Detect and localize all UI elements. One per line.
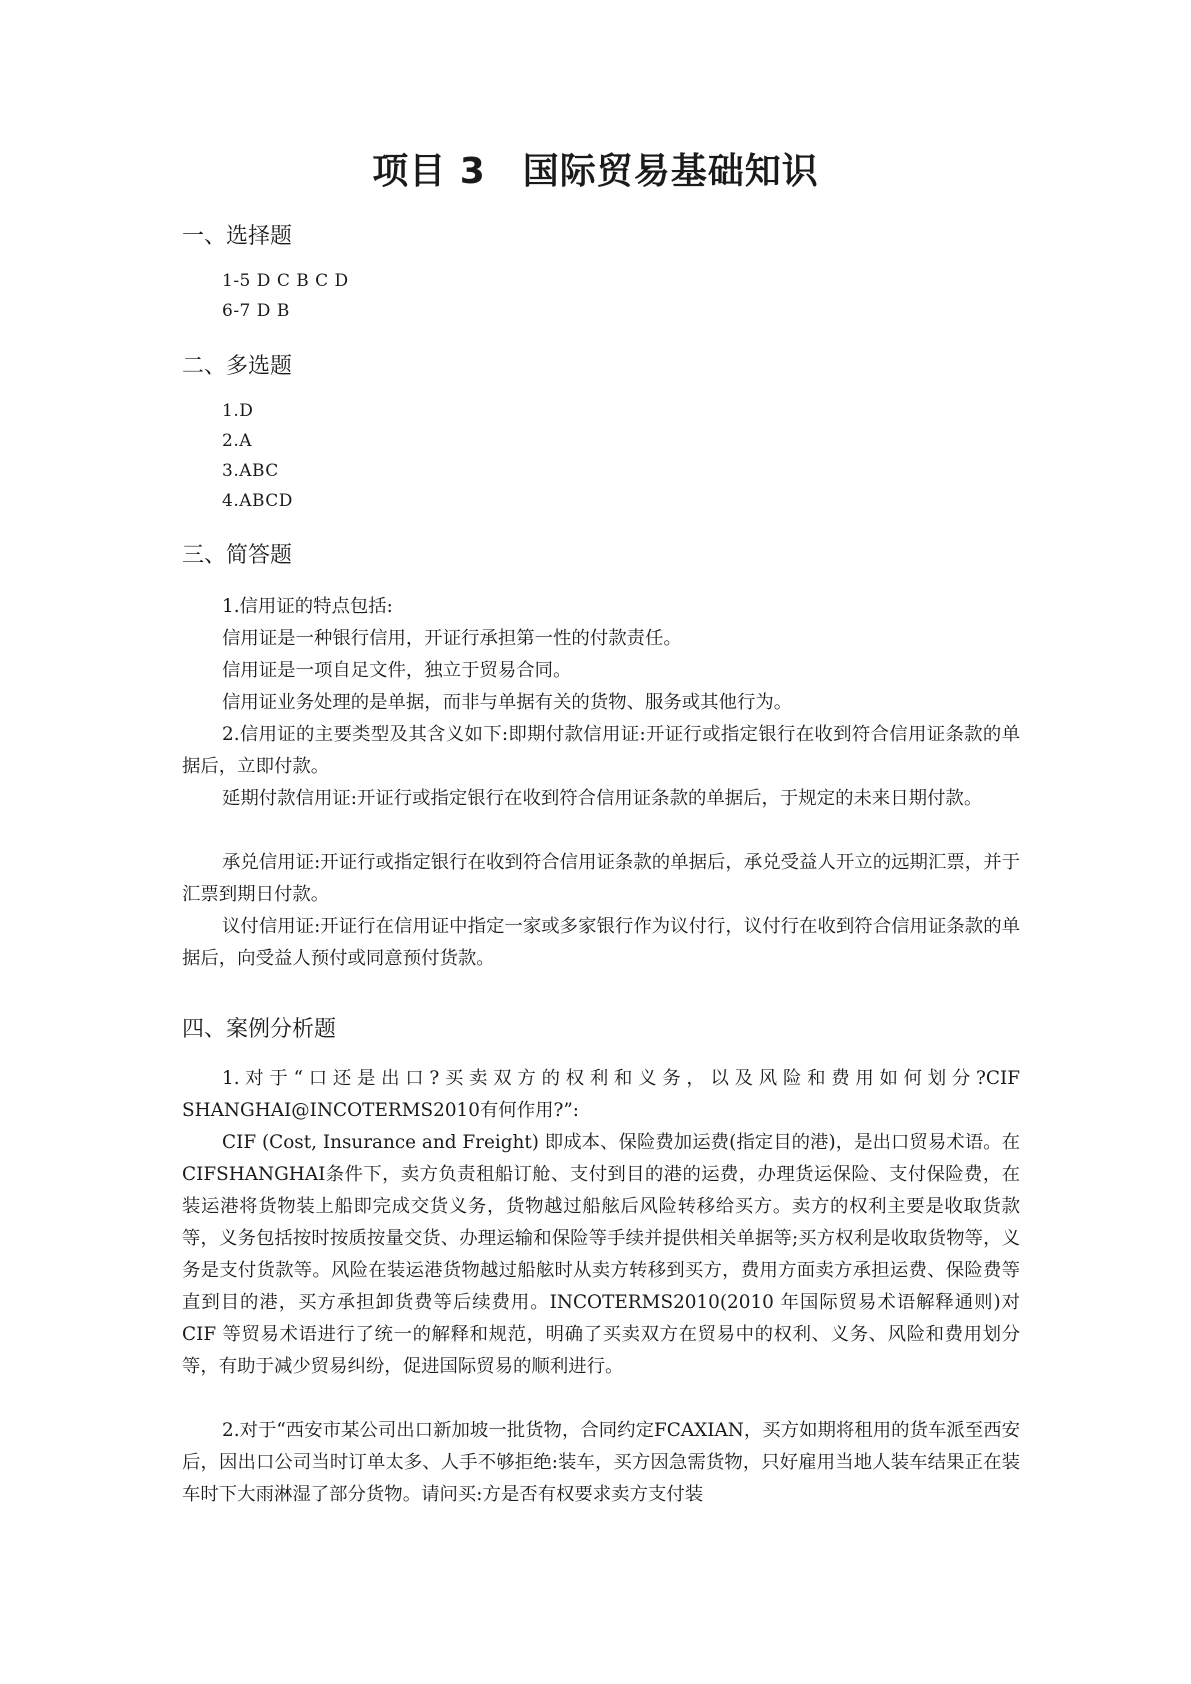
- paragraph: 信用证是一种银行信用，开证行承担第一性的付款责任。: [222, 628, 682, 649]
- answer-line: 4.ABCD: [222, 491, 293, 511]
- answer-line: 1-5 D C B C D: [222, 271, 349, 291]
- paragraph: 信用证是一项自足文件，独立于贸易合同。: [222, 660, 572, 681]
- answer-line: 3.ABC: [222, 461, 279, 481]
- paragraph: 信用证业务处理的是单据，而非与单据有关的货物、服务或其他行为。: [222, 692, 793, 713]
- paragraph: 议付信用证:开证行在信用证中指定一家或多家银行作为议付行，议付行在收到符合信用证条款的单据后，向受益人预付或同意预付货款。: [182, 916, 1020, 969]
- answer-line: 2.A: [222, 431, 252, 451]
- answer-line: 6-7 D B: [222, 301, 290, 321]
- paragraph: 承兑信用证:开证行或指定银行在收到符合信用证条款的单据后，承兑受益人开立的远期汇票，并于汇票到期日付款。: [182, 852, 1020, 905]
- paragraph: 2.对于“西安市某公司出口新加坡一批货物，合同约定FCAXIAN，买方如期将租用的货车派至西安后，因出口公司当时订单太多、人手不够拒绝:装车，买方因急需货物，只好雇用当地人装车结果正在装车时下大雨淋湿了部分货物。请问买:方是否有权要求卖方支付装: [182, 1420, 1020, 1505]
- paragraph: 2.信用证的主要类型及其含义如下:即期付款信用证:开证行或指定银行在收到符合信用证条款的单据后，立即付款。: [182, 724, 1020, 777]
- paragraph: 1.对于“口还是出口?买卖双方的权利和义务，以及风险和费用如何划分?CIF SHANGHAI@INCOTERMS2010有何作用?”:: [182, 1068, 1020, 1121]
- section-heading-case: 四、案例分析题: [182, 1017, 337, 1042]
- paragraph: 延期付款信用证:开证行或指定银行在收到符合信用证条款的单据后，于规定的未来日期付款。: [222, 788, 983, 809]
- paragraph: CIF (Cost, Insurance and Freight) 即成本、保险费加运费(指定目的港)，是出口贸易术语。在CIFSHANGHAI条件下，卖方负责租船订舱、支付到目的港的运费，办理货运保险、支付保险费，在装运港将货物装上船即完成交货义务，货物越过船舷后风险转移给买方。卖方的权利主要是收取货款等，义务包括按时按质按量交货、办理运输和保险等手续并提供相关单据等;买方权利是收取货物等，义务是支付货款等。风险在装运港货物越过船舷时从卖方转移到买方，费用方面卖方承担运费、保险费等直到目的港，买方承担卸货费等后续费用。INCOTERMS2010(2010 年国际贸易术语解释通则)对 CIF 等贸易术语进行了统一的解释和规范，明确了买卖双方在贸易中的权利、义务、风险和费用划分等，有助于减少贸易纠纷，促进国际贸易的顺利进行。: [182, 1132, 1020, 1377]
- section-heading-multi: 二、多选题: [182, 354, 293, 379]
- page-title: 项目 3 国际贸易基础知识: [372, 151, 819, 192]
- answer-line: 1.D: [222, 401, 254, 421]
- paragraph: 1.信用证的特点包括:: [222, 596, 393, 617]
- section-heading-short: 三、简答题: [182, 543, 293, 568]
- section-heading-choice: 一、选择题: [182, 224, 293, 249]
